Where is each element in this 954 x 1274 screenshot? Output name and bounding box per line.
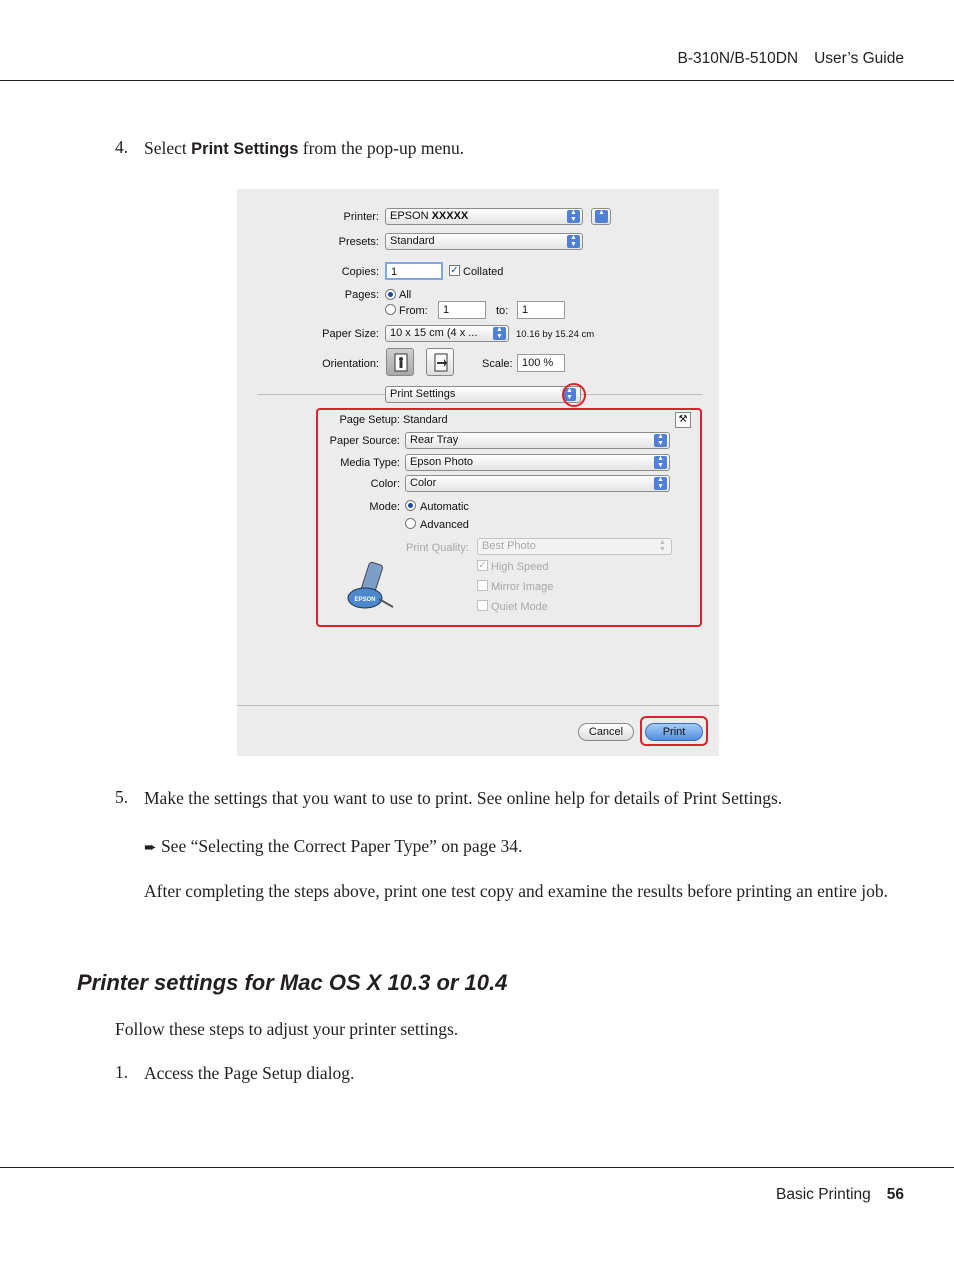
- collated-checkbox[interactable]: ✓: [450, 265, 459, 276]
- header-model: B-310N/B-510DN: [677, 50, 799, 67]
- paper-size-value: 10 x 15 cm (4 x ...: [390, 327, 478, 339]
- popup-arrows-icon: ▲ ▼: [567, 235, 580, 248]
- epson-utility-logo: [345, 561, 399, 611]
- paper-size-label: Paper Size:: [322, 328, 379, 340]
- paper-source-value: Rear Tray: [410, 434, 459, 446]
- step-4-prefix: Select: [144, 138, 192, 158]
- quiet-mode-label: Quiet Mode: [491, 601, 548, 613]
- running-header: [678, 50, 905, 68]
- step-4-suffix: from the pop-up menu.: [298, 138, 465, 158]
- presets-popup[interactable]: [385, 233, 583, 250]
- mirror-image-label: Mirror Image: [491, 581, 554, 593]
- header-rule: [0, 80, 954, 81]
- landscape-button[interactable]: [426, 348, 454, 376]
- step-4-bold: Print Settings: [191, 140, 299, 158]
- collated-label: Collated: [463, 266, 504, 278]
- cross-reference-link[interactable]: See “Selecting the Correct Paper Type” on page 34.: [160, 836, 523, 856]
- orientation-label: Orientation:: [322, 358, 379, 370]
- mode-automatic-radio[interactable]: [405, 500, 416, 511]
- step-1-number: 1.: [115, 1062, 129, 1082]
- portrait-icon: [392, 353, 410, 372]
- running-footer: [776, 1186, 904, 1204]
- printer-popup[interactable]: [385, 208, 583, 225]
- popup-arrows-icon: ▲ ▼: [563, 388, 576, 401]
- color-value: Color: [410, 477, 437, 489]
- section-heading: Printer settings for Mac OS X 10.3 or 10.4: [77, 970, 508, 995]
- page-setup-label: Page Setup:: [339, 414, 400, 426]
- arrow-right-icon: ➨: [144, 838, 157, 856]
- to-input[interactable]: 1: [517, 301, 565, 319]
- scale-input[interactable]: 100 %: [517, 354, 565, 372]
- page-setup-value: Standard: [403, 414, 448, 426]
- color-popup[interactable]: [405, 475, 670, 492]
- popup-arrows-icon: ▲ ▼: [493, 327, 506, 340]
- step-5-number: 5.: [115, 787, 129, 807]
- step-4-text: [144, 137, 464, 160]
- landscape-icon: [432, 353, 450, 372]
- media-type-label: Media Type:: [340, 457, 400, 469]
- footer-section: Basic Printing: [775, 1186, 871, 1203]
- after-steps-text: After completing the steps above, print one test copy and examine the results before printing an entire job.: [144, 881, 889, 901]
- pages-from-radio[interactable]: [385, 304, 396, 315]
- print-quality-popup[interactable]: [477, 538, 672, 555]
- color-label: Color:: [370, 478, 400, 490]
- pages-all-radio[interactable]: [385, 289, 396, 300]
- print-dialog-screenshot: [237, 189, 719, 756]
- print-button[interactable]: Print: [645, 723, 703, 741]
- portrait-button[interactable]: [386, 348, 414, 376]
- to-label: to:: [496, 305, 509, 317]
- footer-rule: [0, 1167, 954, 1168]
- pages-from-label: From:: [399, 305, 428, 317]
- media-type-popup[interactable]: [405, 454, 670, 471]
- printer-label: Printer:: [343, 211, 379, 223]
- high-speed-checkbox[interactable]: ✓: [478, 560, 487, 571]
- pages-all-label: All: [399, 289, 412, 301]
- mode-advanced-radio[interactable]: [405, 518, 416, 529]
- popup-arrows-icon: ▲ ▼: [567, 210, 580, 223]
- mode-label: Mode:: [369, 501, 400, 513]
- presets-label: Presets:: [338, 236, 379, 248]
- presets-value: Standard: [390, 235, 435, 247]
- popup-arrows-icon: ▲ ▼: [654, 477, 667, 490]
- utility-icon[interactable]: ⚒: [675, 412, 691, 428]
- media-type-value: Epson Photo: [410, 456, 473, 468]
- print-settings-popup[interactable]: [385, 386, 581, 403]
- printer-value-b: XXXXX: [431, 210, 469, 222]
- popup-arrows-icon: ▲ ▼: [654, 434, 667, 447]
- cancel-button[interactable]: Cancel: [578, 723, 634, 741]
- paper-size-dims: 10.16 by 15.24 cm: [516, 329, 595, 340]
- header-guide: User’s Guide: [814, 50, 904, 67]
- step-4-number: 4.: [115, 137, 129, 157]
- popup-arrows-icon: ▲ ▼: [656, 540, 669, 553]
- mode-advanced-label: Advanced: [420, 519, 469, 531]
- print-quality-label: Print Quality:: [406, 542, 469, 554]
- disclosure-button[interactable]: [591, 208, 611, 225]
- copies-label: Copies:: [341, 266, 379, 278]
- paper-source-popup[interactable]: [405, 432, 670, 449]
- print-quality-value: Best Photo: [482, 540, 536, 552]
- highlight-circle: [562, 383, 586, 407]
- step-5-text: Make the settings that you want to use to print. See online help for details of Print Settings.: [144, 788, 783, 808]
- scale-label: Scale:: [482, 358, 513, 370]
- disclosure-triangle-icon: ▲: [595, 210, 608, 223]
- step-1-text: Access the Page Setup dialog.: [144, 1063, 355, 1083]
- page-number: 56: [886, 1186, 904, 1203]
- mode-automatic-label: Automatic: [420, 501, 469, 513]
- cross-reference: [144, 835, 522, 858]
- paper-size-popup[interactable]: [385, 325, 509, 342]
- printer-value-a: EPSON: [390, 210, 432, 222]
- highlight-print: [640, 716, 708, 746]
- from-input[interactable]: 1: [438, 301, 486, 319]
- quiet-mode-checkbox[interactable]: [477, 600, 488, 611]
- bottom-separator: [237, 705, 719, 706]
- intro-text: Follow these steps to adjust your printer settings.: [115, 1019, 459, 1039]
- paper-source-label: Paper Source:: [329, 435, 400, 447]
- pages-label: Pages:: [344, 289, 379, 301]
- mirror-image-checkbox[interactable]: [477, 580, 488, 591]
- print-settings-value: Print Settings: [390, 388, 456, 400]
- popup-arrows-icon: ▲ ▼: [654, 456, 667, 469]
- epson-logo-text: EPSON: [354, 597, 376, 603]
- high-speed-label: High Speed: [491, 561, 549, 573]
- copies-input[interactable]: 1: [385, 262, 443, 280]
